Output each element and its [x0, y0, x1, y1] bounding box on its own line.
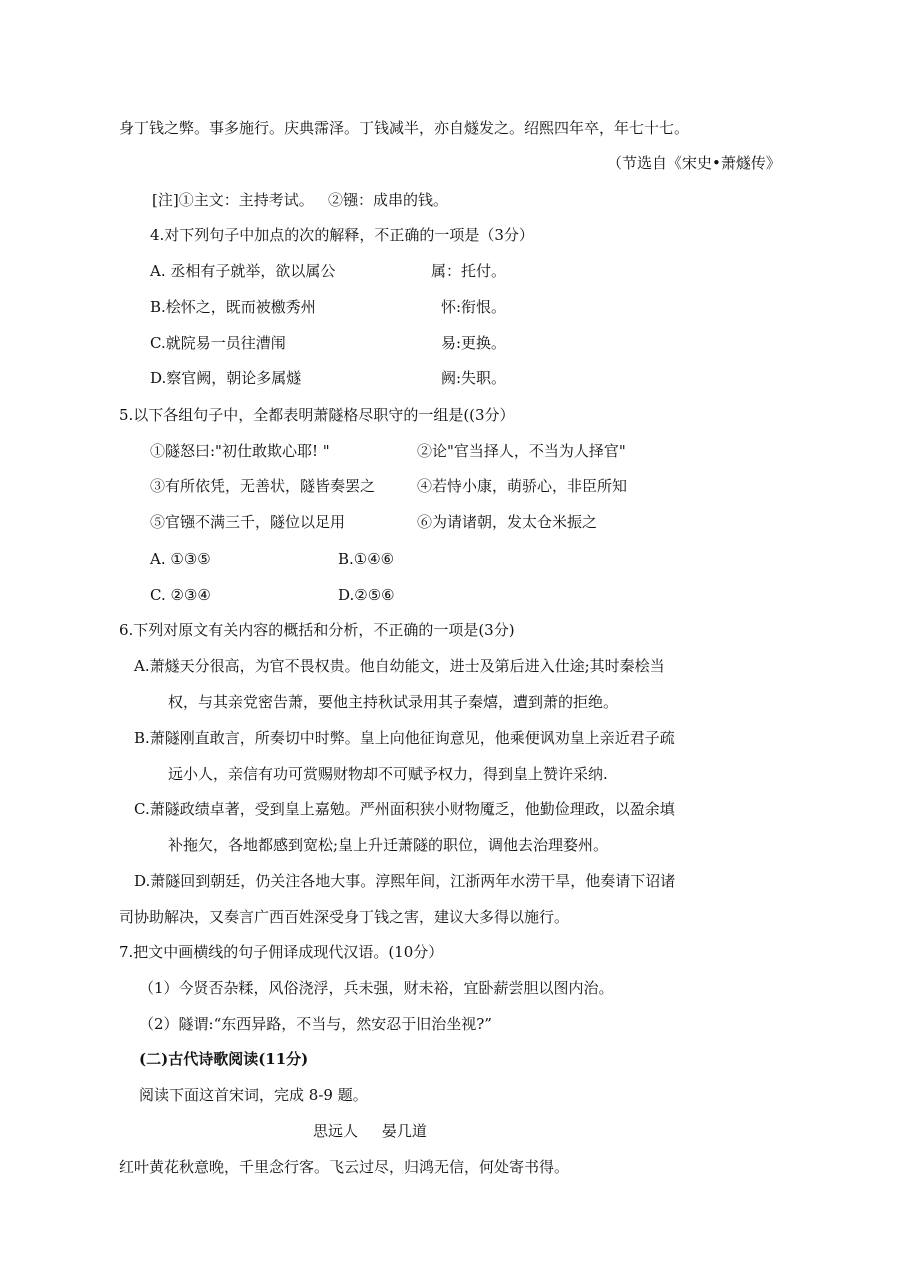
q4-option-b: B.桧怀之，既而被檄秀州 — [150, 298, 316, 316]
poem-line: 红叶黄花秋意晚，千里念行客。飞云过尽，归鸿无信，何处寄书得。 — [119, 1158, 570, 1176]
q4-option-c: C.就院易一员往漕闱 — [150, 334, 286, 352]
q4-option-c-gloss: 易:更换。 — [441, 334, 507, 352]
q6-line: C.萧隧政绩卓著，受到皇上嘉勉。严州面积狭小财物魇乏，他勤俭理政，以盈余填 — [134, 800, 675, 818]
q4-option-a-gloss: 属：托付。 — [431, 262, 507, 280]
q7-item-1: （1）今贤否杂糅，风俗浇浮，兵未强，财未裕，宜卧薪尝胆以图内治。 — [139, 979, 614, 997]
q6-line: 权，与其亲党密告萧，要他主持秋试录用其子秦熺，遭到萧的拒绝。 — [168, 693, 619, 711]
q6-line: 司协助解决，又奏言广西百姓深受身丁钱之害，建议大多得以施行。 — [119, 908, 570, 926]
q4-option-d-gloss: 阙:失职。 — [441, 369, 507, 387]
q5-item-2: ②论"官当择人，不当为人择官" — [417, 442, 626, 460]
q5-item-6: ⑥为请诸朝，发太仓米振之 — [417, 513, 598, 531]
q4-option-a: A. 丞相有子就举，欲以属公 — [150, 262, 336, 280]
q5-item-1: ①隧怒曰:"初仕敢欺心耶! " — [150, 442, 330, 460]
q6-line: 补拖欠，各地都感到宽松;皇上升迁萧隧的职位，调他去治理婺州。 — [168, 836, 609, 854]
q5-item-5: ⑤官镪不满三千，隧位以足用 — [150, 513, 346, 531]
poem-title: 思远人 晏几道 — [313, 1122, 427, 1140]
passage-last-line: 身丁钱之弊。事多施行。庆典霈泽。丁钱减半，亦自燧发之。绍熙四年卒，年七十七。 — [119, 119, 690, 137]
q7-stem: 7.把文中画横线的句子佣译成现代汉语。(10分） — [119, 943, 444, 961]
q6-line: D.萧隧回到朝廷，仍关注各地大事。淳熙年间，江浙两年水涝干旱，他奏请下诏诸 — [134, 872, 676, 890]
q4-option-d: D.察官阙，朝论多属燧 — [150, 369, 302, 387]
section-instruction: 阅读下面这首宋词，完成 8-9 题。 — [139, 1086, 368, 1104]
q4-stem: 4.对下列句子中加点的次的解释，不正确的一项是（3分） — [150, 226, 534, 244]
section-heading: (二)古代诗歌阅读(11分) — [139, 1050, 309, 1068]
q6-stem: 6.下列对原文有关内容的概括和分析，不正确的一项是(3分) — [119, 621, 515, 639]
q6-line: B.萧隧刚直敢言，所奏切中时弊。皇上向他征询意见，他乘便讽劝皇上亲近君子疏 — [134, 729, 675, 747]
q5-choice-b: B.①④⑥ — [338, 550, 395, 568]
passage-notes: [注]①主文：主持考试。 ②镪：成串的钱。 — [152, 191, 449, 209]
q7-item-2: （2）隧谓:“东西异路，不当与，然安忍于旧治坐视?” — [139, 1015, 492, 1033]
passage-source: （节选自《宋史•萧燧传》 — [607, 154, 781, 172]
q5-item-4: ④若恃小康，萌骄心，非臣所知 — [417, 477, 628, 495]
q6-line: 远小人，亲信有功可赏赐财物却不可赋予权力，得到皇上赞许采纳. — [168, 765, 608, 783]
q6-line: A.萧燧天分很高，为官不畏权贵。他自幼能文，进士及第后进入仕途;其时秦桧当 — [134, 657, 665, 675]
q5-choice-d: D.②⑤⑥ — [338, 586, 395, 604]
q4-option-b-gloss: 怀:衔恨。 — [441, 298, 507, 316]
q5-item-3: ③有所依凭，无善状，隧皆奏罢之 — [150, 477, 376, 495]
q5-choice-a: A. ①③⑤ — [150, 550, 211, 568]
q5-stem: 5.以下各组句子中，全都表明萧隧格尽职守的一组是((3分） — [119, 406, 515, 424]
q5-choice-c: C. ②③④ — [150, 586, 211, 604]
